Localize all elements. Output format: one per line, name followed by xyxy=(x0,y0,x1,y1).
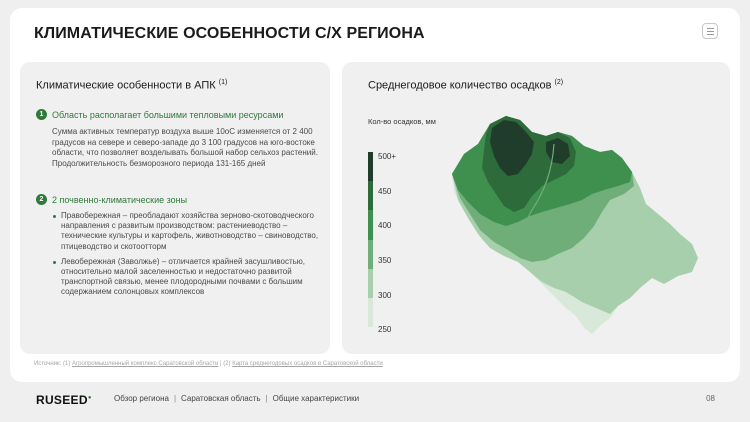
legend-label: 500+ xyxy=(378,152,397,161)
breadcrumb: Обзор региона | Саратовская область | Общие характеристики xyxy=(114,394,360,403)
climate-card-title: Климатические особенности в АПК $^{(1)}$ xyxy=(36,79,228,92)
number-badge: 2 xyxy=(36,194,47,205)
slide-panel xyxy=(10,8,740,382)
legend-label: 300 xyxy=(378,291,392,300)
zone-list xyxy=(52,211,321,298)
source-note: Источник: (1) Агропромышленный комплекс Саратовской области | (2) Карта среднегодовых осадков в Саратовской области xyxy=(34,361,383,367)
legend-label: 350 xyxy=(378,256,392,265)
legend-swatch xyxy=(368,298,373,327)
precipitation-card-title: Среднегодовое количество осадков $^{(2)}$ xyxy=(368,79,564,92)
list-item: Правобережная – преобладают хозяйства зерново-скотоводческого направления с развитым производством: растениеводство – технические культуры и картофель, животноводство – свиноводство, птицеводство и скотоотторм xyxy=(52,211,321,252)
legend-title: Кол-во осадков, мм xyxy=(368,117,436,126)
climate-card xyxy=(20,62,330,354)
menu-icon[interactable] xyxy=(702,23,718,39)
number-badge: 1 xyxy=(36,109,47,120)
section-heading: 2 почвенно-климатические зоны xyxy=(52,194,188,205)
legend-swatch xyxy=(368,269,373,298)
legend-label: 250 xyxy=(378,325,392,334)
footnote-ref: (1) xyxy=(218,79,228,86)
breadcrumb-item[interactable]: Саратовская область xyxy=(181,394,261,403)
legend-swatch xyxy=(368,240,373,269)
page-title: КЛИМАТИЧЕСКИЕ ОСОБЕННОСТИ С/Х РЕГИОНА xyxy=(34,25,425,42)
breadcrumb-item[interactable]: Общие характеристики xyxy=(272,394,360,403)
precipitation-map xyxy=(434,102,724,342)
section-heading: Область располагает большими тепловыми ресурсами xyxy=(52,109,284,120)
footer xyxy=(0,382,750,422)
legend-swatch xyxy=(368,152,373,181)
breadcrumb-item[interactable]: Обзор региона xyxy=(114,394,169,403)
page-number: 08 xyxy=(706,394,715,403)
legend-label: 450 xyxy=(378,187,392,196)
section-heat-resources xyxy=(36,109,321,169)
list-item: Левобережная (Заволжье) – отличается крайней засушливостью, относительно малой заселенностью и недостаточно развитой транспортной связью, менее плодородными почвами с большим содержанием солонцовых комплексов xyxy=(52,257,321,298)
section-climate-zones xyxy=(36,194,321,303)
legend-label: 400 xyxy=(378,221,392,230)
legend-swatch xyxy=(368,210,373,239)
precipitation-card xyxy=(342,62,730,354)
legend-color-bar xyxy=(368,152,373,327)
legend-swatch xyxy=(368,181,373,210)
source-link-2[interactable]: Карта среднегодовых осадков в Саратовской области xyxy=(232,361,383,367)
footnote-ref: (2) xyxy=(554,79,564,86)
section-text: Сумма активных температур воздуха выше 10оС изменяется от 2 400 градусов на севере и северо-западе до 3 100 градусов на юго-востоке области, что позволяет возделывать большой набор сельхоз растений. Продолжительность безморозного периода 131-165 дней xyxy=(52,127,318,168)
ruseed-logo: RUSEED● xyxy=(36,393,92,407)
source-link-1[interactable]: Агропромышленный комплекс Саратовской области xyxy=(71,361,219,367)
